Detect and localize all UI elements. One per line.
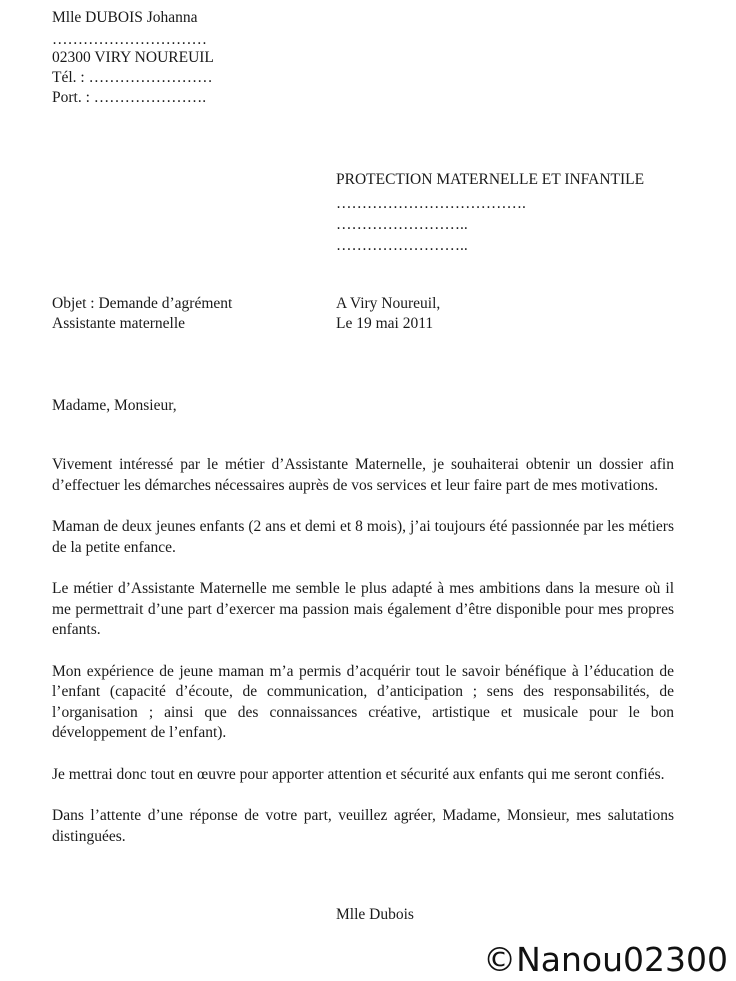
paragraph: Je mettrai donc tout en œuvre pour apporter attention et sécurité aux enfants qui me seront confiés. — [52, 765, 665, 783]
letter-body — [52, 455, 674, 868]
recipient-line: ………………………………. — [336, 195, 526, 212]
copyright-watermark: ©Nanou02300 — [483, 940, 728, 979]
subject-line: Objet : Demande d’agrément — [52, 295, 233, 312]
sender-port: Port. : …………………. — [52, 89, 207, 106]
paragraph: Maman de deux jeunes enfants (2 ans et demi et 8 mois), j’ai toujours été passionnée par les métiers de la petite enfance. — [52, 518, 674, 556]
sender-address-placeholder: ………………………… — [52, 31, 207, 48]
sender-block — [52, 8, 214, 108]
paragraph: Dans l’attente d’une réponse de votre part, veuillez agréer, Madame, Monsieur, mes salutations distinguées. — [52, 807, 674, 845]
salutation: Madame, Monsieur, — [52, 397, 177, 414]
recipient-block — [336, 170, 644, 257]
place-date-block — [336, 294, 440, 334]
recipient-line: …………………….. — [336, 216, 468, 233]
paragraph: Mon expérience de jeune maman m’a permis d’acquérir tout le savoir bénéfique à l’éducation de l’enfant (capacité d’écoute, de communication, d’anticipation ; sens des responsabilités, de l’organisation ; ainsi que des connaissances créative, artistique et musicale pour le bon développement de l’enfant). — [52, 662, 674, 741]
paragraph: Vivement intéressé par le métier d’Assistante Maternelle, je souhaiterai obtenir un dossier afin d’effectuer les démarches nécessaires auprès de vos services et leur faire part de mes motivations. — [52, 456, 674, 494]
paragraph: Le métier d’Assistante Maternelle me semble le plus adapté à mes ambitions dans la mesure où il me permettrait d’une part d’exercer ma passion mais également d’être disponible pour mes propres enfants. — [52, 580, 674, 638]
place: A Viry Noureuil, — [336, 295, 441, 312]
recipient-line: …………………….. — [336, 237, 468, 254]
sender-name: Mlle DUBOIS Johanna — [52, 9, 198, 26]
date: Le 19 mai 2011 — [336, 315, 434, 332]
recipient-organization: PROTECTION MATERNELLE ET INFANTILE — [336, 171, 645, 188]
subject-block — [52, 294, 232, 334]
sender-city: 02300 VIRY NOUREUIL — [52, 49, 214, 66]
subject-detail: Assistante maternelle — [52, 315, 185, 332]
signature: Mlle Dubois — [336, 906, 414, 923]
sender-tel: Tél. : …………………… — [52, 69, 213, 86]
